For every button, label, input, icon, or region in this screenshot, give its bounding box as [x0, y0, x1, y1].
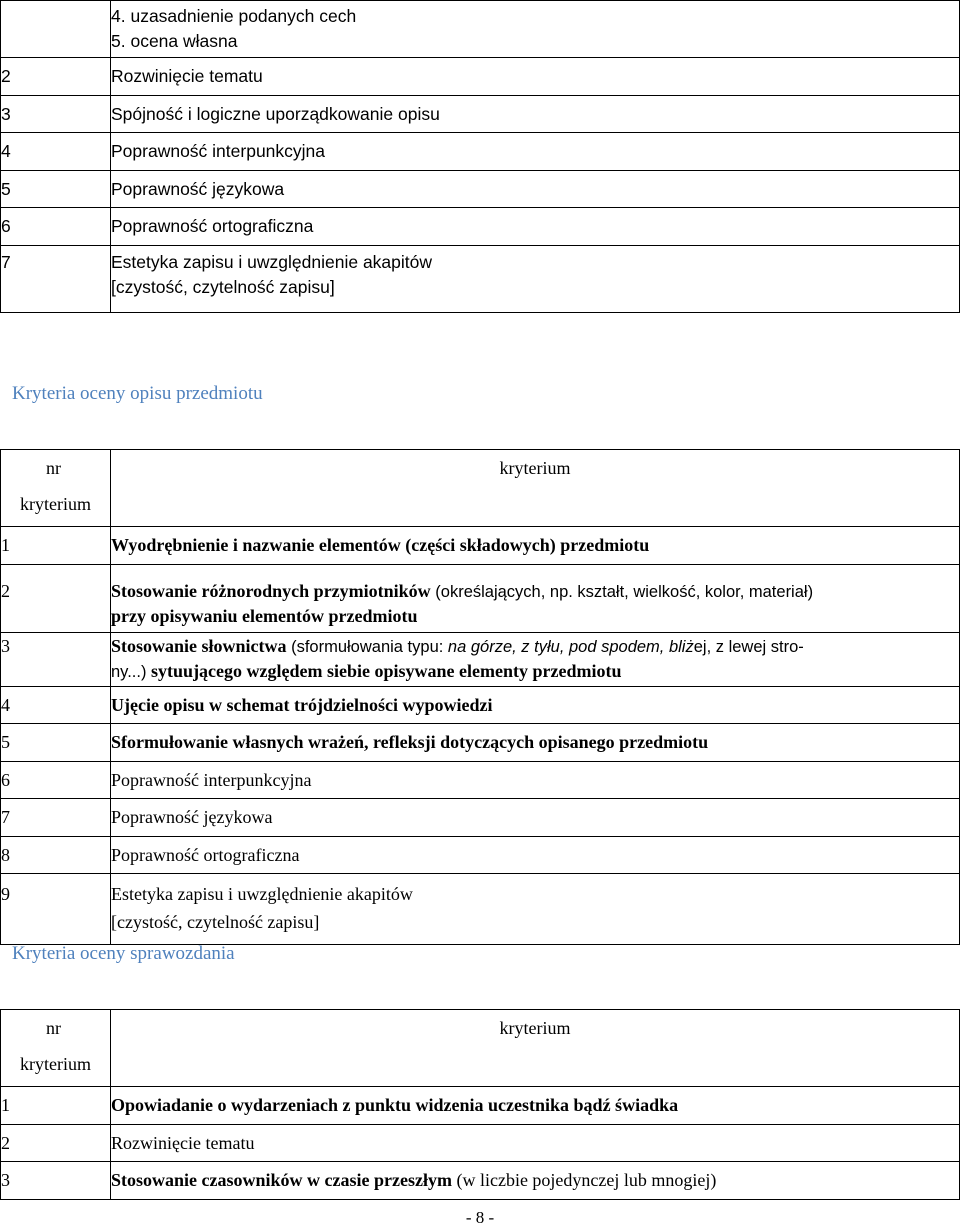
list-item: 4. uzasadnienie podanych cech	[111, 6, 357, 26]
row-number: 6	[1, 761, 111, 799]
table-row	[1, 799, 960, 837]
criterion-cell	[111, 1, 960, 58]
criterion-text: Poprawność interpunkcyjna	[111, 133, 960, 171]
table-row	[1, 95, 960, 133]
object-criteria-table	[0, 449, 960, 945]
table-row	[1, 170, 960, 208]
criterion-text: Opowiadanie o wydarzeniach z punktu widzenia uczestnika bądź świadka	[111, 1087, 960, 1125]
list-item: 5. ocena własna	[111, 31, 238, 51]
table-row	[1, 1087, 960, 1125]
table-row	[1, 564, 960, 632]
criterion-text: Stosowanie różnorodnych przymiotników (określających, np. kształt, wielkość, kolor, materiał) przy opisywaniu elementów przedmiotu	[111, 564, 960, 632]
row-number: 6	[1, 208, 111, 246]
header-criterion: kryterium	[111, 450, 960, 527]
table-header-row	[1, 1010, 960, 1087]
row-number: 7	[1, 245, 111, 312]
row-number: 4	[1, 686, 111, 724]
criterion-text: Poprawność językowa	[111, 799, 960, 837]
header-nr: nr kryterium	[1, 450, 111, 527]
header-criterion: kryterium	[111, 1010, 960, 1087]
table-row	[1, 724, 960, 762]
criterion-text: Spójność i logiczne uporządkowanie opisu	[111, 95, 960, 133]
table-row	[1, 208, 960, 246]
criterion-text: Estetyka zapisu i uwzględnienie akapitów [czystość, czytelność zapisu]	[111, 874, 960, 945]
table-row	[1, 1162, 960, 1200]
table-row	[1, 686, 960, 724]
row-number: 2	[1, 1124, 111, 1162]
row-number: 1	[1, 527, 111, 565]
row-number: 9	[1, 874, 111, 945]
row-number: 4	[1, 133, 111, 171]
table-row	[1, 761, 960, 799]
header-nr: nr kryterium	[1, 1010, 111, 1087]
section-heading-report: Kryteria oceny sprawozdania	[12, 943, 235, 964]
criterion-text: Sformułowanie własnych wrażeń, refleksji dotyczących opisanego przedmiotu	[111, 724, 960, 762]
criterion-text: Wyodrębnienie i nazwanie elementów (części składowych) przedmiotu	[111, 527, 960, 565]
table-header-row	[1, 450, 960, 527]
table-row	[1, 133, 960, 171]
row-number: 8	[1, 836, 111, 874]
criterion-text: Rozwinięcie tematu	[111, 58, 960, 96]
table-row	[1, 1, 960, 58]
table-row	[1, 874, 960, 945]
row-number: 7	[1, 799, 111, 837]
criterion-text: Poprawność ortograficzna	[111, 836, 960, 874]
criterion-text: Poprawność interpunkcyjna	[111, 761, 960, 799]
row-number: 3	[1, 95, 111, 133]
section-heading-object: Kryteria oceny opisu przedmiotu	[12, 383, 263, 404]
table-row	[1, 58, 960, 96]
criterion-text: Stosowanie słownictwa (sformułowania typu: na górze, z tyłu, pod spodem, bliżej, z lewej stro- ny...) sytuującego względem siebie opisywane elementy przedmiotu	[111, 632, 960, 686]
continuation-table	[0, 0, 960, 313]
row-number: 2	[1, 58, 111, 96]
row-number: 3	[1, 632, 111, 686]
report-criteria-table	[0, 1009, 960, 1200]
criterion-text: Rozwinięcie tematu	[111, 1124, 960, 1162]
row-number: 3	[1, 1162, 111, 1200]
page-number: - 8 -	[465, 1208, 495, 1227]
table-row	[1, 632, 960, 686]
row-number-cell	[1, 1, 111, 58]
table-row	[1, 245, 960, 312]
table-row	[1, 836, 960, 874]
row-number: 2	[1, 564, 111, 632]
row-number: 5	[1, 724, 111, 762]
table-row	[1, 1124, 960, 1162]
table-row	[1, 527, 960, 565]
criterion-text: Estetyka zapisu i uwzględnienie akapitów [czystość, czytelność zapisu]	[111, 245, 960, 312]
row-number: 1	[1, 1087, 111, 1125]
criterion-text: Poprawność językowa	[111, 170, 960, 208]
criterion-text: Poprawność ortograficzna	[111, 208, 960, 246]
criterion-text: Stosowanie czasowników w czasie przeszłym (w liczbie pojedynczej lub mnogiej)	[111, 1162, 960, 1200]
row-number: 5	[1, 170, 111, 208]
criterion-text: Ujęcie opisu w schemat trójdzielności wypowiedzi	[111, 686, 960, 724]
